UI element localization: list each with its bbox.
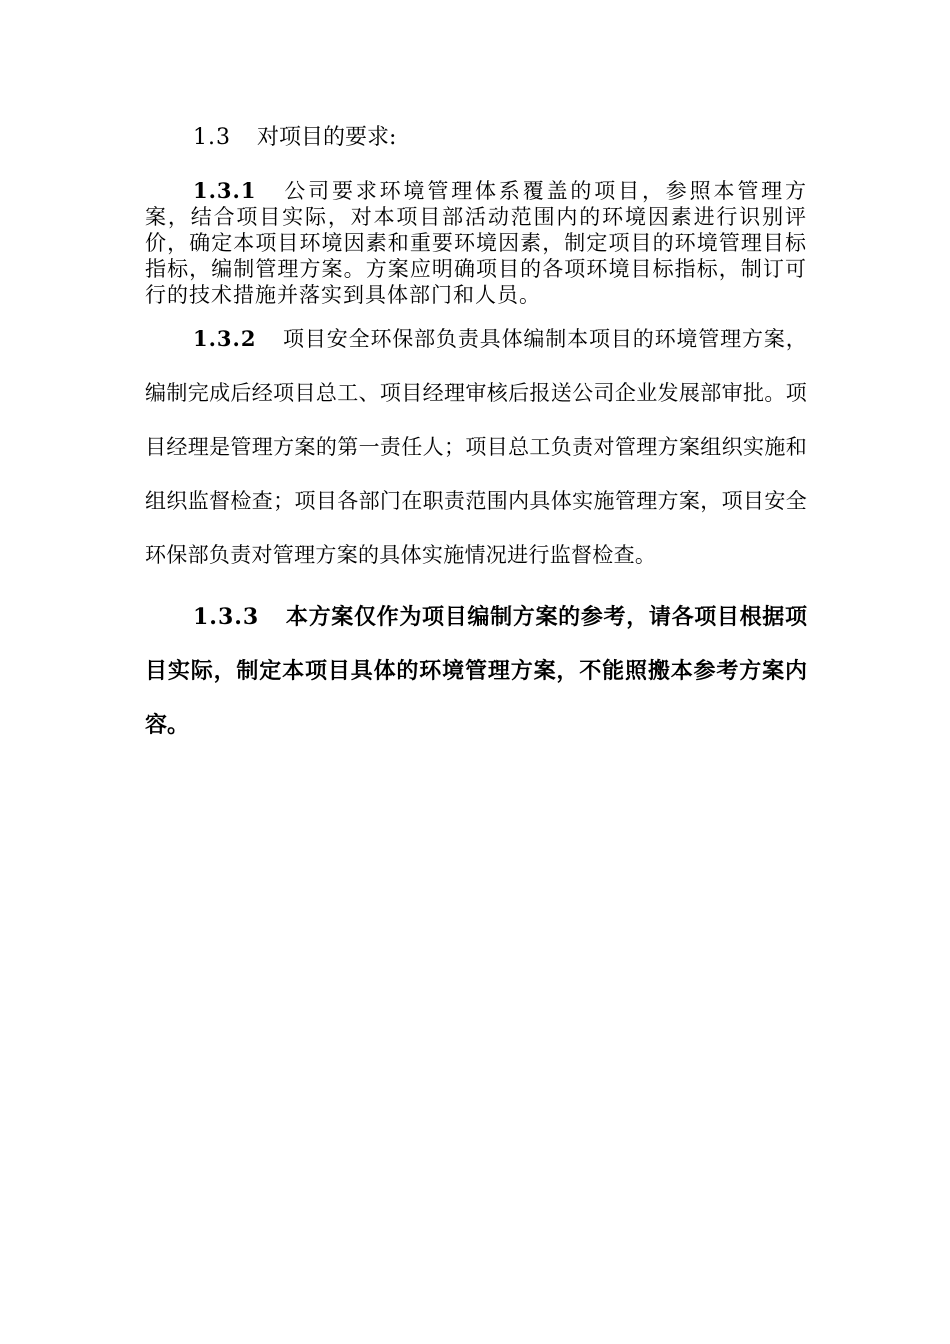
paragraph-1-3-2 — [145, 312, 807, 582]
clause-text: 项目安全环保部负责具体编制本项目的环境管理方案，编制完成后经项目总工、项目经理审核后报送公司企业发展部审批。项目经理是管理方案的第一责任人；项目总工负责对管理方案组织实施和组织监督检查；项目各部门在职责范围内具体实施管理方案，项目安全环保部负责对管理方案的具体实施情况进行监督检查。 — [145, 327, 807, 567]
clause-number: 1.3.2 — [193, 326, 257, 351]
clause-number: 1.3.3 — [193, 604, 260, 630]
paragraph-1-3-3 — [145, 590, 807, 752]
clause-text: 本方案仅作为项目编制方案的参考，请各项目根据项目实际，制定本项目具体的环境管理方案，不能照搬本参考方案内容。 — [145, 604, 807, 738]
paragraph-1-3-1 — [145, 178, 807, 308]
section-heading-1-3 — [145, 120, 807, 156]
clause-number: 1.3.1 — [193, 178, 257, 203]
document-body — [145, 120, 807, 752]
section-number: 1.3 — [193, 125, 231, 150]
section-title: 对项目的要求: — [257, 125, 397, 150]
clause-text: 公司要求环境管理体系覆盖的项目，参照本管理方案，结合项目实际，对本项目部活动范围内的环境因素进行识别评价，确定本项目环境因素和重要环境因素，制定项目的环境管理目标指标，编制管理方案。方案应明确项目的各项环境目标指标，制订可行的技术措施并落实到具体部门和人员。 — [145, 179, 807, 307]
